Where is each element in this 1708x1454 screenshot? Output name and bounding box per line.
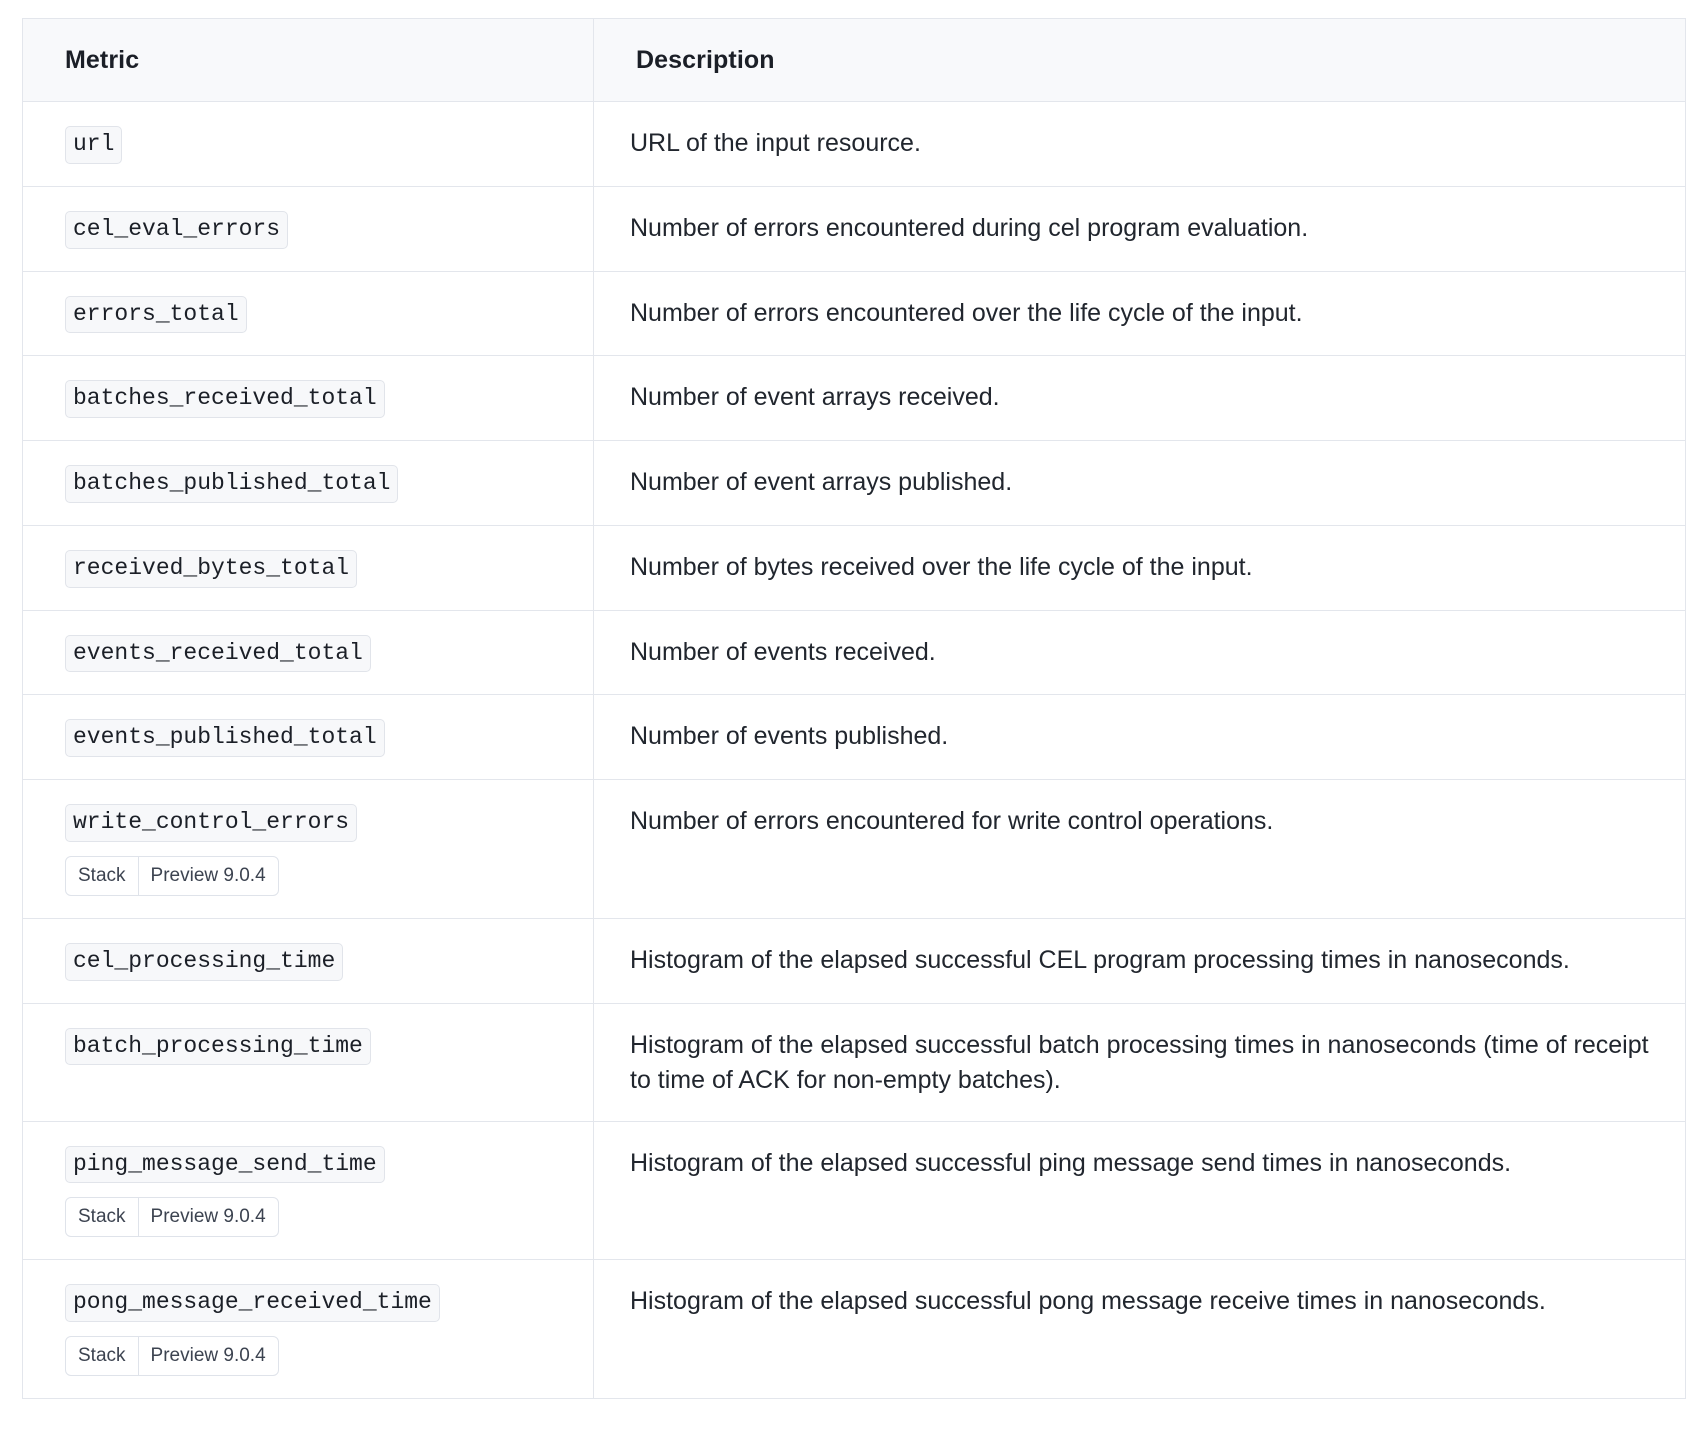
badge-value: Preview 9.0.4 [138, 1198, 278, 1236]
metric-name: cel_processing_time [65, 943, 343, 981]
description-cell: Histogram of the elapsed successful ping message send times in nanoseconds. [594, 1121, 1686, 1260]
metric-name: errors_total [65, 296, 247, 334]
table-row [23, 695, 1686, 780]
metric-cell [23, 356, 594, 441]
metric-name: write_control_errors [65, 804, 357, 842]
metric-cell [23, 271, 594, 356]
metric-cell [23, 918, 594, 1003]
description-cell: URL of the input resource. [594, 102, 1686, 187]
table-row [23, 186, 1686, 271]
metric-cell [23, 186, 594, 271]
table-row [23, 1003, 1686, 1121]
metric-cell [23, 1003, 594, 1121]
description-cell: Histogram of the elapsed successful CEL program processing times in nanoseconds. [594, 918, 1686, 1003]
table-row [23, 102, 1686, 187]
table-row [23, 356, 1686, 441]
description-cell: Number of bytes received over the life cycle of the input. [594, 525, 1686, 610]
metrics-table [22, 18, 1686, 1399]
metric-name: ping_message_send_time [65, 1146, 385, 1184]
table-row [23, 918, 1686, 1003]
table-row [23, 610, 1686, 695]
table-header [23, 19, 1686, 102]
description-cell: Histogram of the elapsed successful pong message receive times in nanoseconds. [594, 1260, 1686, 1399]
column-header-metric: Metric [23, 19, 594, 102]
description-cell: Number of event arrays received. [594, 356, 1686, 441]
metric-cell [23, 695, 594, 780]
metric-name: url [65, 126, 122, 164]
badge-label: Stack [78, 1206, 126, 1228]
metric-name: cel_eval_errors [65, 211, 288, 249]
description-cell: Number of events published. [594, 695, 1686, 780]
metric-name: pong_message_received_time [65, 1284, 440, 1322]
metric-name: batches_received_total [65, 380, 385, 418]
column-header-description: Description [594, 19, 1686, 102]
metric-cell [23, 1260, 594, 1399]
table-body [23, 102, 1686, 1399]
description-cell: Number of errors encountered for write control operations. [594, 780, 1686, 919]
table-row [23, 441, 1686, 526]
metric-cell [23, 102, 594, 187]
description-cell: Number of errors encountered during cel program evaluation. [594, 186, 1686, 271]
availability-badge[interactable] [65, 1336, 279, 1376]
metric-cell [23, 441, 594, 526]
badge-value: Preview 9.0.4 [138, 1337, 278, 1375]
metric-cell [23, 780, 594, 919]
badge-label: Stack [78, 1345, 126, 1366]
table-row [23, 525, 1686, 610]
availability-badge[interactable] [65, 856, 279, 896]
description-cell: Number of events received. [594, 610, 1686, 695]
table-row [23, 780, 1686, 919]
metric-cell [23, 1121, 594, 1260]
table-row [23, 1260, 1686, 1399]
metric-cell [23, 610, 594, 695]
description-cell: Number of event arrays published. [594, 441, 1686, 526]
badge-value: Preview 9.0.4 [138, 857, 278, 895]
description-cell: Number of errors encountered over the life cycle of the input. [594, 271, 1686, 356]
table-row [23, 1121, 1686, 1260]
description-cell: Histogram of the elapsed successful batch processing times in nanoseconds (time of receipt to time of ACK for non-empty batches). [594, 1003, 1686, 1121]
metric-name: received_bytes_total [65, 550, 357, 588]
metric-cell [23, 525, 594, 610]
badge-label: Stack [78, 864, 126, 886]
table-header-row [23, 19, 1686, 102]
availability-badge[interactable] [65, 1197, 279, 1237]
metric-name: batches_published_total [65, 465, 398, 503]
metric-name: events_received_total [65, 635, 371, 673]
table-row [23, 271, 1686, 356]
metric-name: events_published_total [65, 719, 385, 757]
metric-name: batch_processing_time [65, 1028, 371, 1066]
